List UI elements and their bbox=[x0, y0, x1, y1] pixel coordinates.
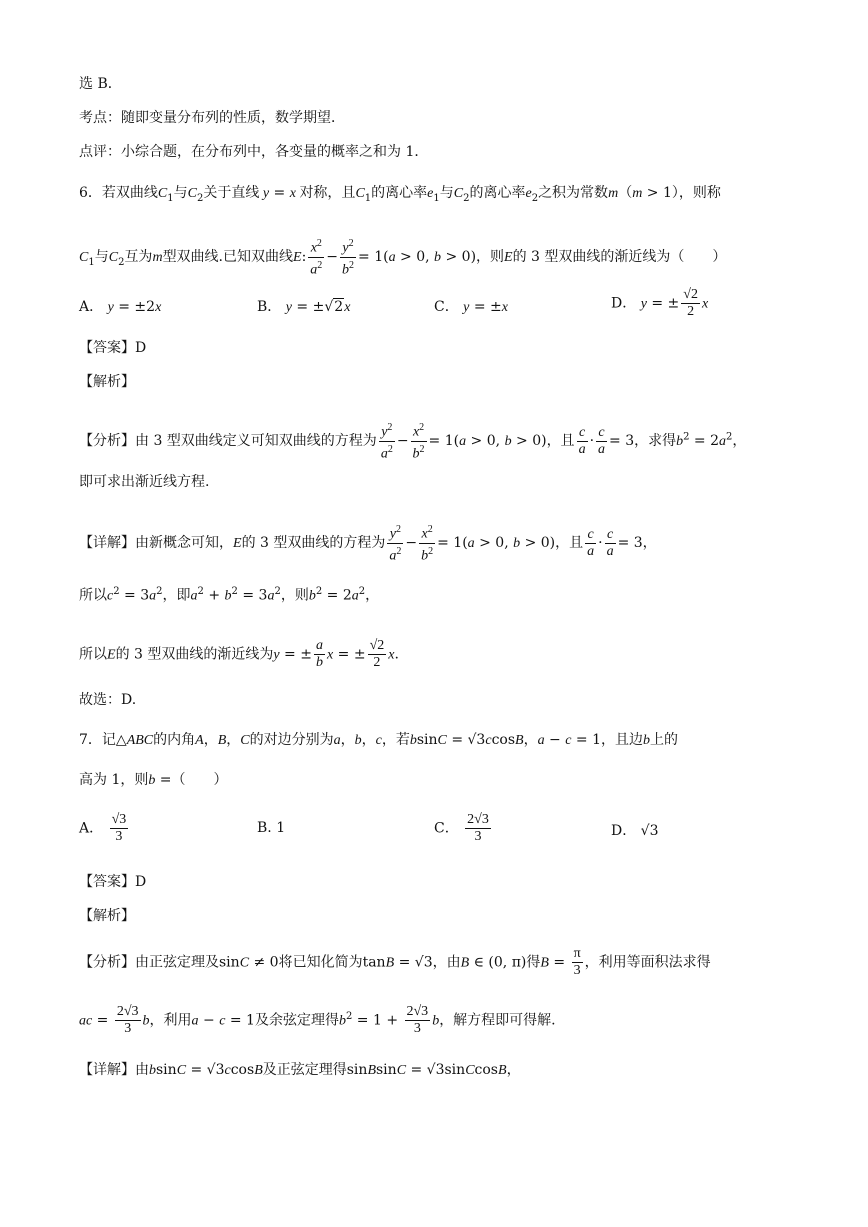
analysis-text: 即可求出渐近线方程. bbox=[79, 474, 210, 490]
text-line: 选 B． bbox=[79, 76, 122, 92]
question-7-stem: 7．记△ABC的内角A，B，C的对边分别为a，b，c，若bsinC = √3ccosB，a − c = 1，且边b上的 bbox=[79, 732, 678, 748]
question-6-stem: 6．若双曲线$C_1$与$C_2$关于直线 y = x 对称，且$C_1$的离心率$e_1$与$C_2$的离心率$e_2$之积为常数m（m > 1），则称 bbox=[79, 185, 721, 204]
option-d: D． y = ± $\frac{√2}{2}$ x bbox=[611, 287, 709, 319]
option-b: B． y = ±√2x bbox=[257, 299, 351, 315]
analysis-label: 【解析】 bbox=[79, 908, 135, 924]
question-7-stem: 高为 1，则b =（ ） bbox=[79, 772, 228, 788]
solution-text: 【详解】由bsinC = √3ccosB及正弦定理得sinBsinC = √3sinCcosB， bbox=[79, 1062, 521, 1078]
solution-text: 所以E的 3 型双曲线的渐近线为y = ± $\frac{a}{b}$ x = ± $\frac{√2}{2}$ x. bbox=[79, 638, 399, 670]
solution-text: 所以$c^2 = 3a^2$，即$a^2 + b^2 = 3a^2$，则$b^2 = 2a^2$， bbox=[79, 586, 380, 604]
option-c: C． $\frac{2√3}{3}$ bbox=[434, 812, 489, 844]
text-line: 考点：随即变量分布列的性质，数学期望． bbox=[79, 110, 345, 126]
answer-label: 【答案】D bbox=[79, 874, 147, 890]
question-6-stem: $C_1$与$C_2$互为m型双曲线.已知双曲线E: $\frac{x^2}{a^2}$ − $\frac{y^2}{b^2}$ = 1(a > 0, b > 0)，则E的 3 型双曲线的渐近线为（ ） bbox=[79, 238, 727, 278]
answer-label: 【答案】D bbox=[79, 340, 147, 356]
option-a: A． $\frac{√3}{3}$ bbox=[79, 812, 127, 844]
option-a: A． y = ±2x bbox=[79, 299, 162, 315]
analysis-text: 【分析】由正弦定理及sinC ≠ 0将已知化简为tanB = √3，由B ∈ (0, π)得B = $\frac{\pi}{3}$ ，利用等面积法求得 bbox=[79, 946, 711, 978]
option-b: B. 1 bbox=[257, 820, 286, 836]
option-d: D． √3 bbox=[611, 823, 659, 839]
solution-text: 【详解】由新概念可知，E的 3 型双曲线的方程为 $\frac{y^2}{a^2}$ − $\frac{x^2}{b^2}$ = 1(a > 0, b > 0)，且 $\frac{c}{a}$ · $\frac{c}{a}$ = 3， bbox=[79, 524, 657, 564]
solution-text: 故选：D. bbox=[79, 692, 137, 708]
text-line: 点评：小综合题，在分布列中，各变量的概率之和为 1． bbox=[79, 144, 429, 160]
analysis-text: 【分析】由 3 型双曲线定义可知双曲线的方程为 $\frac{y^2}{a^2}$ − $\frac{x^2}{b^2}$ = 1(a > 0, b > 0)，且 $\frac{c}{a}$ · $\frac{c}{a}$ = 3，求得$b^2 = 2a^2$， bbox=[79, 422, 747, 462]
option-c: C． y = ±x bbox=[434, 299, 508, 315]
analysis-text: ac = $\frac{2√3}{3}$ b，利用a − c = 1及余弦定理得$b^2 = 1$ + $\frac{2√3}{3}$ b，解方程即可得解. bbox=[79, 1004, 556, 1036]
analysis-label: 【解析】 bbox=[79, 374, 135, 390]
